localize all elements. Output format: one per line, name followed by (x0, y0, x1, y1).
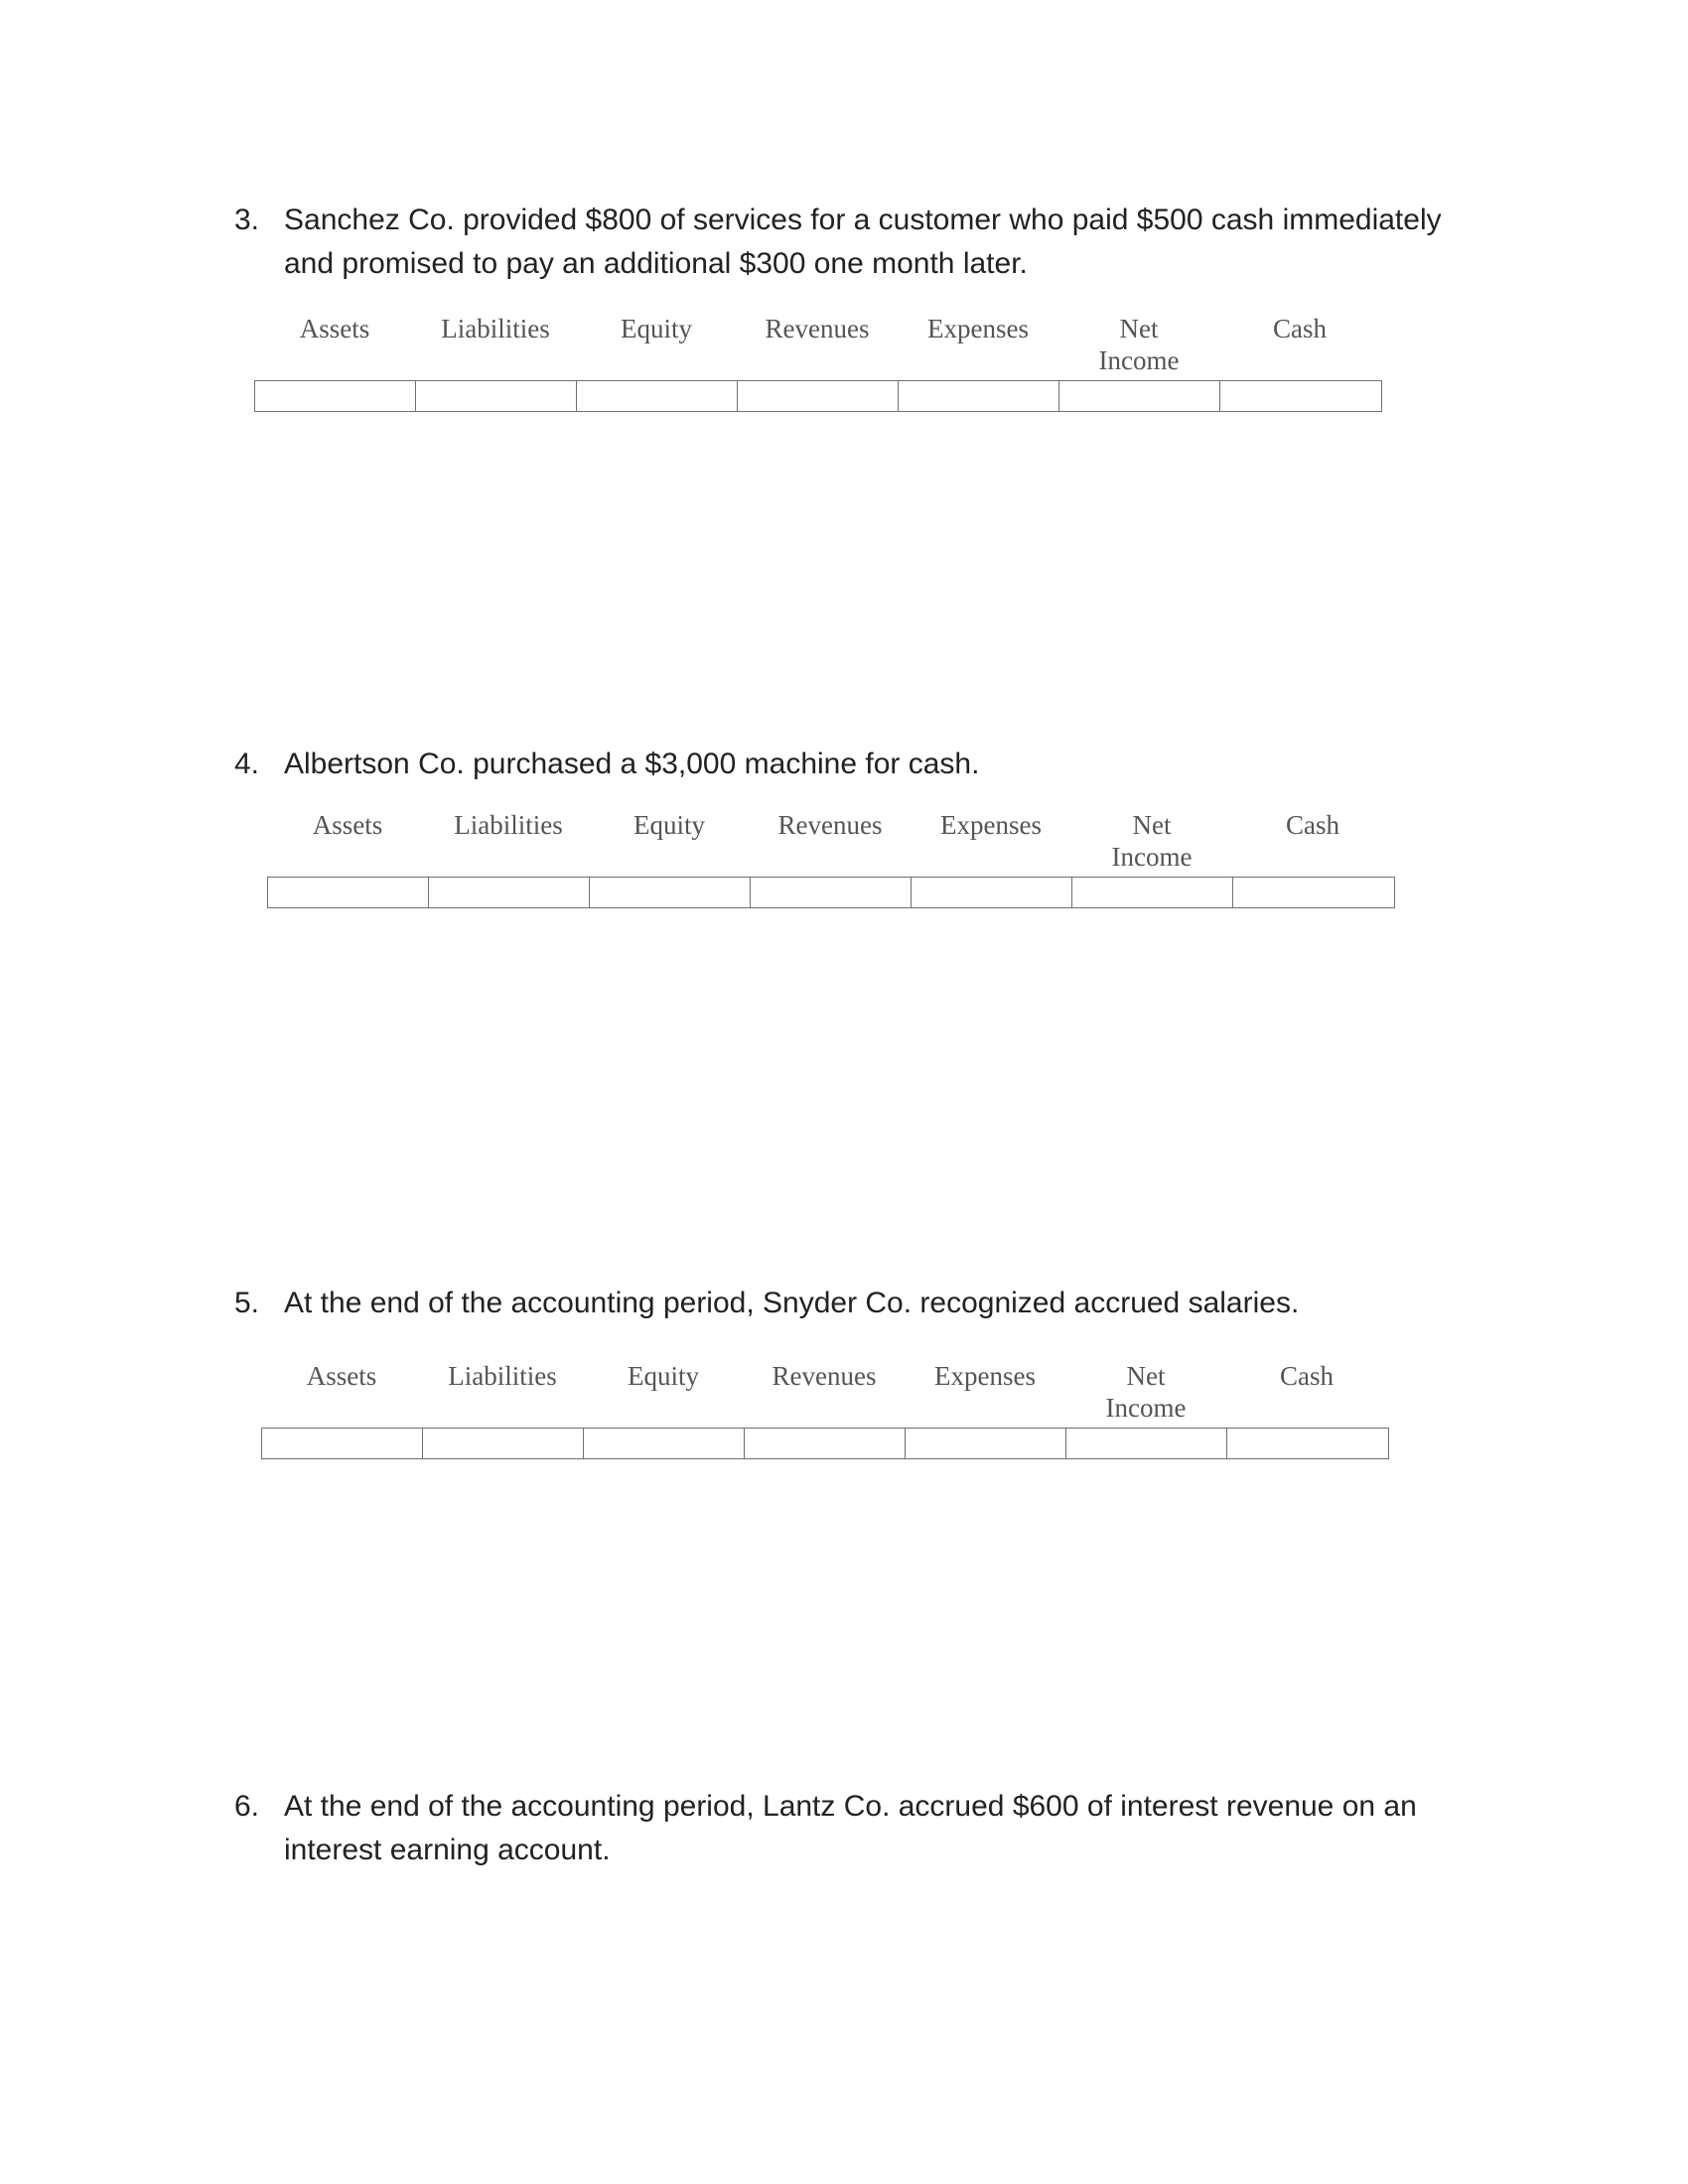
question-5 (234, 1282, 1456, 1325)
answer-cell-expenses[interactable] (906, 1429, 1066, 1458)
effects-grid-q5 (261, 1360, 1393, 1430)
answer-cell-equity[interactable] (584, 1429, 745, 1458)
answer-cell-revenues[interactable] (745, 1429, 906, 1458)
answer-cell-net-income[interactable] (1066, 1429, 1227, 1458)
answer-cell-expenses[interactable] (899, 381, 1059, 411)
question-number: 5. (234, 1287, 260, 1319)
question-number: 6. (234, 1790, 260, 1823)
header-net-income (1065, 1360, 1226, 1424)
header-equity: Equity (621, 314, 692, 343)
header-equity: Equity (628, 1361, 699, 1391)
question-text: At the end of the accounting period, Lantz Co. accrued $600 of interest revenue on an interest earning account. (284, 1790, 1417, 1866)
column-headers (267, 809, 1399, 879)
answer-cell-net-income[interactable] (1072, 878, 1233, 907)
question-text: At the end of the accounting period, Snyder Co. recognized accrued salaries. (284, 1287, 1300, 1319)
header-income: Income (1111, 842, 1193, 872)
header-net: Net (1126, 1361, 1166, 1391)
answer-row (267, 877, 1395, 908)
question-number: 4. (234, 748, 260, 780)
column-headers (254, 313, 1386, 382)
question-3 (234, 199, 1456, 286)
header-expenses: Expenses (927, 314, 1029, 343)
header-assets: Assets (306, 1361, 377, 1391)
question-number: 3. (234, 204, 260, 236)
answer-cell-liabilities[interactable] (429, 878, 590, 907)
answer-cell-assets[interactable] (262, 1429, 423, 1458)
answer-cell-revenues[interactable] (738, 381, 899, 411)
header-net: Net (1132, 810, 1172, 840)
header-assets: Assets (299, 314, 370, 343)
header-income: Income (1098, 345, 1180, 375)
header-income: Income (1105, 1393, 1187, 1423)
header-liabilities: Liabilities (441, 314, 550, 343)
answer-row (254, 380, 1382, 412)
question-text: Albertson Co. purchased a $3,000 machine for cash. (284, 748, 980, 780)
question-6 (234, 1785, 1456, 1872)
header-cash: Cash (1286, 810, 1339, 840)
header-net: Net (1119, 314, 1159, 343)
effects-grid-q4 (267, 809, 1399, 879)
header-liabilities: Liabilities (454, 810, 563, 840)
header-net-income (1071, 809, 1232, 873)
answer-cell-revenues[interactable] (751, 878, 912, 907)
answer-cell-assets[interactable] (255, 381, 416, 411)
answer-cell-liabilities[interactable] (423, 1429, 584, 1458)
answer-cell-cash[interactable] (1227, 1429, 1388, 1458)
header-equity: Equity (633, 810, 705, 840)
header-net-income (1058, 313, 1219, 376)
question-4 (234, 743, 1456, 786)
header-expenses: Expenses (934, 1361, 1036, 1391)
answer-row (261, 1428, 1389, 1459)
header-cash: Cash (1273, 314, 1327, 343)
answer-cell-expenses[interactable] (912, 878, 1072, 907)
header-cash: Cash (1280, 1361, 1334, 1391)
answer-cell-equity[interactable] (590, 878, 751, 907)
effects-grid-q3 (254, 313, 1386, 382)
header-expenses: Expenses (940, 810, 1042, 840)
header-revenues: Revenues (772, 1361, 877, 1391)
header-liabilities: Liabilities (448, 1361, 557, 1391)
answer-cell-assets[interactable] (268, 878, 429, 907)
answer-cell-cash[interactable] (1233, 878, 1394, 907)
answer-cell-liabilities[interactable] (416, 381, 577, 411)
header-revenues: Revenues (765, 314, 870, 343)
answer-cell-net-income[interactable] (1059, 381, 1220, 411)
header-assets: Assets (312, 810, 383, 840)
question-text: Sanchez Co. provided $800 of services for a customer who paid $500 cash immediately and promised to pay an additional $300 one month later. (284, 204, 1442, 280)
column-headers (261, 1360, 1393, 1430)
answer-cell-cash[interactable] (1220, 381, 1381, 411)
answer-cell-equity[interactable] (577, 381, 738, 411)
header-revenues: Revenues (777, 810, 883, 840)
